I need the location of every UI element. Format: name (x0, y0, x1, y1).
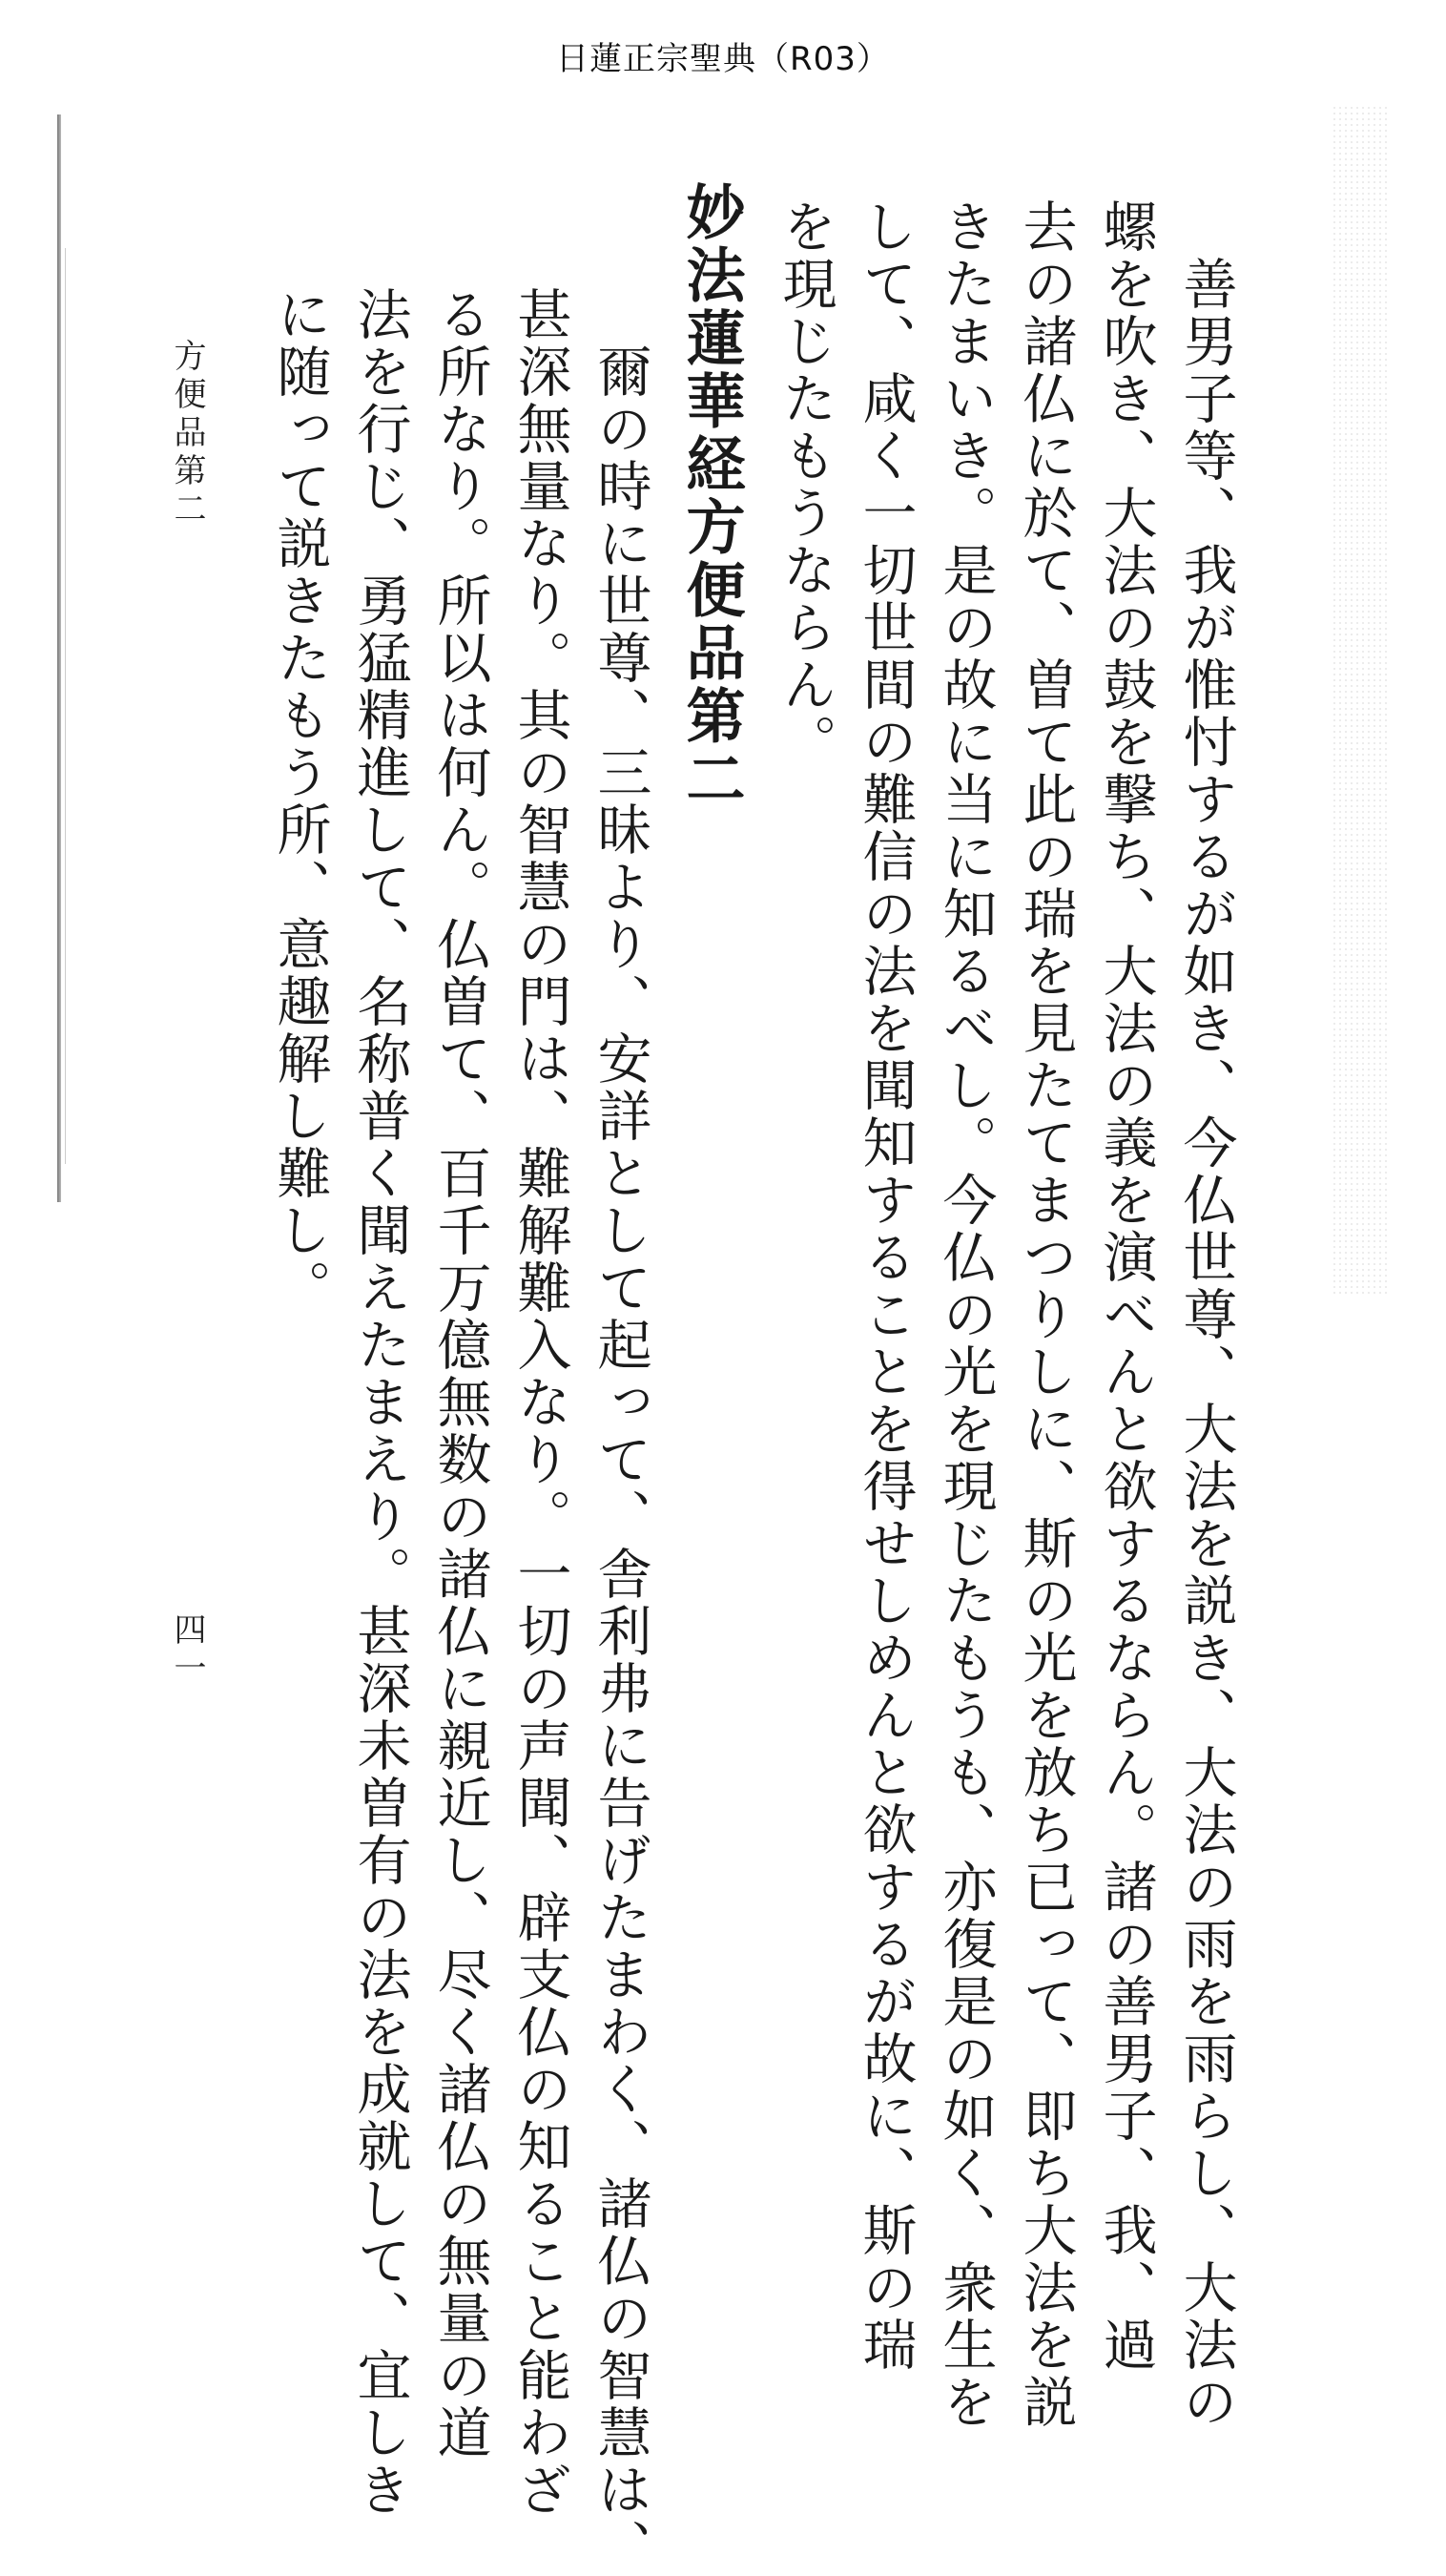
binding-edge (57, 114, 61, 1202)
running-chapter-name: 方便品第二 (168, 339, 206, 530)
page-header: 日蓮正宗聖典（R03） (556, 40, 890, 78)
upper-passage (721, 198, 1246, 2431)
upper-line: 去の諸仏に於て、曽て此の瑞を見たてまつりしに、斯の光を放ち已って、即ち大法を説 (1014, 198, 1077, 2431)
scan-speckle (1332, 105, 1389, 1298)
page-number: 四一 (168, 1612, 206, 1689)
chapter-title: 妙法蓮華経方便品第二 (676, 181, 746, 811)
upper-line: を現じたもうならん。 (774, 198, 837, 771)
lower-line: 爾の時に世尊、三昧より、安詳として起って、舎利弗に告げたまわく、諸仏の智慧は、 (589, 286, 651, 2576)
lower-line: 法を行じ、勇猛精進して、名称普く聞えたまえり。甚深未曽有の法を成就して、宜しき (348, 286, 411, 2519)
upper-line: 螺を吹き、大法の鼓を撃ち、大法の義を演べんと欲するならん。諸の善男子、我、過 (1094, 198, 1157, 2374)
upper-line: きたまいき。是の故に当に知るべし。今仏の光を現じたもうも、亦復是の如く、衆生を (934, 198, 997, 2431)
upper-line: 善男子等、我が惟忖するが如き、今仏世尊、大法を説き、大法の雨を雨らし、大法の (1174, 198, 1237, 2431)
lower-passage (250, 286, 660, 2576)
binding-edge-inner (65, 248, 66, 1164)
lower-line: に随って説きたもう所、意趣解し難し。 (268, 286, 331, 1317)
lower-line: る所なり。所以は何ん。仏曽て、百千万億無数の諸仏に親近し、尽く諸仏の無量の道 (428, 286, 491, 2462)
lower-line: 甚深無量なり。其の智慧の門は、難解難入なり。一切の声聞、辟支仏の知ること能わざ (508, 286, 571, 2519)
upper-line: して、咸く一切世間の難信の法を聞知することを得せしめんと欲するが故に、斯の瑞 (854, 198, 917, 2374)
